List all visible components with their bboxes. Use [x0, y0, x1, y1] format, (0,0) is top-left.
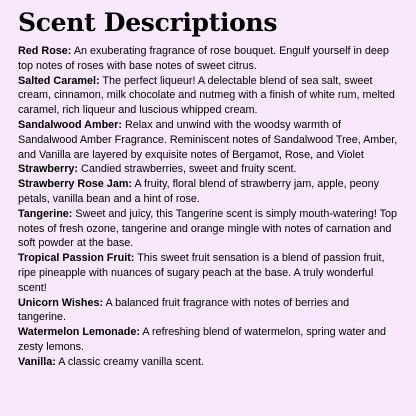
scent-description: Sweet and juicy, this Tangerine scent is simply mouth-watering! Top notes of fresh ozone, tangerine and orange mingle with notes of carnation and soft powder at the base.	[18, 207, 398, 250]
scent-entry-vanilla	[18, 355, 400, 370]
scent-description: A fruity, floral blend of strawberry jam, apple, peony petals, vanilla bean and a hint of rose.	[18, 178, 380, 205]
scent-description: Candied strawberries, sweet and fruity scent.	[81, 163, 297, 176]
scent-name: Strawberry Rose Jam:	[18, 178, 133, 191]
scent-description: A classic creamy vanilla scent.	[58, 355, 205, 368]
scent-entry-salted-caramel	[18, 74, 400, 118]
scent-entry-strawberry-rose-jam	[18, 177, 400, 207]
scent-entry-sandalwood-amber	[18, 118, 400, 162]
page-title: Scent Descriptions	[18, 8, 278, 37]
scent-name: Strawberry:	[18, 163, 79, 176]
scent-description: An exuberating fragrance of rose bouquet. Engulf yourself in deep top notes of roses with base notes of sweet citrus.	[18, 45, 389, 72]
scent-description: Relax and unwind with the woodsy warmth of Sandalwood Amber Fragrance. Reminiscent notes of Sandalwood Tree, Amber, and Vanilla are layered by exquisite notes of Bergamot, Rose, and Violet	[18, 118, 398, 161]
scent-description: The perfect liqueur! A delectable blend of sea salt, sweet cream, cinnamon, milk chocolate and nutmeg with a finish of white rum, melted caramel, rich liqueur and luscious whipped cream.	[18, 74, 395, 117]
scent-entry-red-rose	[18, 44, 400, 74]
scent-entry-tangerine	[18, 207, 400, 251]
scent-name: Salted Caramel:	[18, 74, 100, 87]
scent-entry-watermelon-lemonade	[18, 325, 400, 355]
scent-name: Vanilla:	[18, 355, 56, 368]
scent-list	[18, 44, 400, 370]
scent-entry-strawberry	[18, 162, 400, 177]
scent-name: Tangerine:	[18, 207, 73, 220]
scent-description: A refreshing blend of watermelon, spring water and zesty lemons.	[18, 326, 387, 353]
scent-name: Sandalwood Amber:	[18, 118, 122, 131]
scent-name: Red Rose:	[18, 45, 72, 57]
scent-name: Watermelon Lemonade:	[18, 326, 140, 339]
scent-name: Unicorn Wishes:	[18, 296, 104, 309]
scent-name: Tropical Passion Fruit:	[18, 252, 135, 265]
scent-entry-unicorn-wishes	[18, 296, 400, 326]
scent-entry-tropical-passion-fruit	[18, 251, 400, 295]
scent-description: This sweet fruit sensation is a blend of passion fruit, ripe pineapple with nuances of sugary peach at the base. A truly wonderful scent!	[18, 252, 385, 294]
scent-description: A balanced fruit fragrance with notes of berries and tangerine.	[18, 296, 350, 324]
